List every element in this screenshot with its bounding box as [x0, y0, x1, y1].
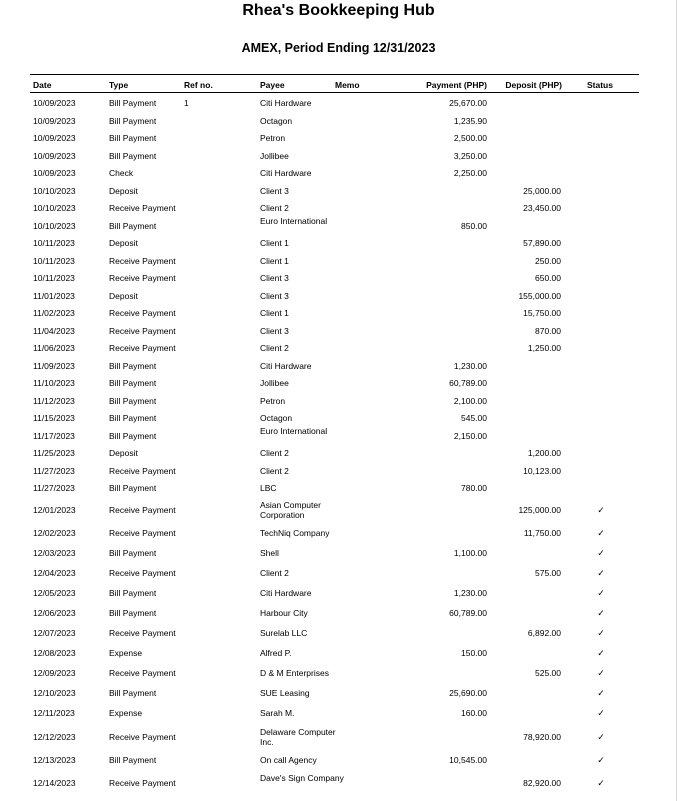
cell-payee: Sarah M.	[260, 708, 295, 718]
cell-type: Bill Payment	[109, 413, 157, 423]
cell-deposit: 1,200.00	[527, 448, 561, 458]
cell-deposit: 125,000.00	[518, 505, 561, 515]
report-subtitle: AMEX, Period Ending 12/31/2023	[241, 41, 436, 55]
cell-type: Deposit	[109, 448, 138, 458]
cell-date: 12/03/2023	[33, 548, 76, 558]
cell-payee: Euro International	[260, 426, 328, 436]
cell-ref: 1	[184, 98, 189, 108]
cell-type: Receive Payment	[109, 528, 176, 538]
cell-deposit: 1,250.00	[527, 343, 561, 353]
status-checkmark: ✓	[597, 568, 605, 578]
cell-deposit: 82,920.00	[523, 778, 561, 788]
cell-date: 10/11/2023	[33, 256, 75, 266]
cell-date: 11/17/2023	[33, 431, 75, 441]
status-checkmark: ✓	[597, 505, 605, 515]
cell-deposit: 6,892.00	[527, 628, 561, 638]
column-header-type: Type	[109, 80, 129, 90]
cell-payee: Shell	[260, 548, 279, 558]
cell-payee: Dave's Sign Company	[260, 773, 344, 783]
cell-payee: Client 3	[260, 273, 289, 283]
cell-payee: D & M Enterprises	[260, 668, 329, 678]
cell-payee: Citi Hardware	[260, 588, 312, 598]
cell-payee: Jollibee	[260, 151, 289, 161]
cell-payee: Client 2	[260, 466, 289, 476]
cell-payee: Alfred P.	[260, 648, 292, 658]
cell-date: 10/09/2023	[33, 116, 76, 126]
status-checkmark: ✓	[597, 755, 605, 765]
cell-deposit: 250.00	[535, 256, 561, 266]
cell-deposit: 25,000.00	[523, 186, 561, 196]
column-header-ref: Ref no.	[184, 80, 213, 90]
cell-payment: 10,545.00	[449, 755, 487, 765]
cell-deposit: 155,000.00	[518, 291, 561, 301]
cell-payment: 3,250.00	[453, 151, 487, 161]
status-checkmark: ✓	[597, 708, 605, 718]
cell-payee: Octagon	[260, 116, 293, 126]
cell-payee: Jollibee	[260, 378, 289, 388]
cell-date: 11/09/2023	[33, 361, 75, 371]
cell-type: Bill Payment	[109, 361, 157, 371]
cell-date: 10/09/2023	[33, 98, 76, 108]
column-header-payee: Payee	[260, 80, 285, 90]
cell-payee: TechNiq Company	[260, 528, 330, 538]
cell-type: Expense	[109, 648, 143, 658]
cell-type: Bill Payment	[109, 755, 157, 765]
cell-payment: 60,789.00	[449, 378, 487, 388]
cell-type: Expense	[109, 708, 143, 718]
cell-date: 10/09/2023	[33, 151, 76, 161]
cell-date: 12/10/2023	[33, 688, 76, 698]
cell-date: 11/02/2023	[33, 308, 75, 318]
cell-payment: 780.00	[461, 483, 487, 493]
cell-payee: Client 3	[260, 291, 289, 301]
cell-date: 11/04/2023	[33, 326, 75, 336]
cell-deposit: 11,750.00	[523, 528, 561, 538]
cell-type: Receive Payment	[109, 308, 176, 318]
cell-payee: Octagon	[260, 413, 293, 423]
cell-deposit: 870.00	[535, 326, 561, 336]
cell-date: 12/07/2023	[33, 628, 76, 638]
cell-type: Receive Payment	[109, 568, 176, 578]
cell-type: Bill Payment	[109, 588, 157, 598]
cell-type: Deposit	[109, 186, 138, 196]
cell-payee: Harbour City	[260, 608, 308, 618]
cell-date: 12/12/2023	[33, 732, 76, 742]
cell-date: 12/04/2023	[33, 568, 76, 578]
status-checkmark: ✓	[597, 588, 605, 598]
cell-payee: Delaware Computer Inc.	[260, 727, 336, 747]
cell-payee: Client 1	[260, 256, 289, 266]
cell-payee: Client 3	[260, 326, 289, 336]
cell-date: 10/10/2023	[33, 186, 76, 196]
cell-date: 11/15/2023	[33, 413, 75, 423]
cell-type: Bill Payment	[109, 133, 157, 143]
cell-payee: Petron	[260, 396, 286, 406]
header-top-rule	[30, 74, 639, 75]
cell-type: Receive Payment	[109, 778, 176, 788]
cell-deposit: 575.00	[535, 568, 561, 578]
cell-date: 12/13/2023	[33, 755, 76, 765]
cell-payee: Citi Hardware	[260, 98, 312, 108]
cell-date: 10/09/2023	[33, 168, 76, 178]
cell-payee: Client 2	[260, 343, 289, 353]
status-checkmark: ✓	[597, 668, 605, 678]
column-header-deposit: Deposit (PHP)	[505, 80, 562, 90]
cell-date: 11/10/2023	[33, 378, 75, 388]
cell-date: 10/11/2023	[33, 273, 75, 283]
cell-payment: 2,250.00	[453, 168, 487, 178]
cell-type: Bill Payment	[109, 378, 157, 388]
cell-payment: 1,235.90	[453, 116, 487, 126]
column-header-payment: Payment (PHP)	[426, 80, 487, 90]
cell-payment: 1,100.00	[453, 548, 487, 558]
cell-type: Bill Payment	[109, 98, 157, 108]
cell-payee: Asian Computer Corporation	[260, 500, 321, 520]
status-checkmark: ✓	[597, 608, 605, 618]
cell-type: Receive Payment	[109, 466, 176, 476]
cell-type: Deposit	[109, 291, 138, 301]
cell-payment: 60,789.00	[449, 608, 487, 618]
cell-payee: Client 1	[260, 238, 289, 248]
cell-type: Bill Payment	[109, 688, 157, 698]
cell-payee: Client 2	[260, 448, 289, 458]
status-checkmark: ✓	[597, 628, 605, 638]
cell-payee: Client 3	[260, 186, 289, 196]
cell-date: 10/10/2023	[33, 221, 76, 231]
cell-type: Receive Payment	[109, 256, 176, 266]
cell-date: 11/06/2023	[33, 343, 75, 353]
cell-type: Bill Payment	[109, 396, 157, 406]
cell-date: 11/27/2023	[33, 466, 75, 476]
cell-type: Receive Payment	[109, 628, 176, 638]
cell-deposit: 57,890.00	[523, 238, 561, 248]
column-header-memo: Memo	[335, 80, 360, 90]
cell-type: Check	[109, 168, 134, 178]
cell-payee: Petron	[260, 133, 286, 143]
cell-payment: 160.00	[461, 708, 487, 718]
cell-deposit: 525.00	[535, 668, 561, 678]
report-title: Rhea's Bookkeeping Hub	[242, 2, 435, 19]
cell-date: 12/02/2023	[33, 528, 76, 538]
cell-payee: Client 2	[260, 203, 289, 213]
column-header-date: Date	[33, 80, 52, 90]
cell-payee: Citi Hardware	[260, 361, 312, 371]
status-checkmark: ✓	[597, 732, 605, 742]
cell-type: Bill Payment	[109, 431, 157, 441]
cell-type: Deposit	[109, 238, 138, 248]
cell-type: Bill Payment	[109, 116, 157, 126]
cell-type: Bill Payment	[109, 608, 157, 618]
cell-date: 11/25/2023	[33, 448, 75, 458]
cell-date: 12/09/2023	[33, 668, 76, 678]
cell-type: Receive Payment	[109, 505, 176, 515]
cell-date: 12/11/2023	[33, 708, 75, 718]
cell-type: Bill Payment	[109, 151, 157, 161]
cell-payment: 25,670.00	[449, 98, 487, 108]
status-checkmark: ✓	[597, 778, 605, 788]
cell-type: Receive Payment	[109, 343, 176, 353]
cell-date: 12/08/2023	[33, 648, 76, 658]
cell-payment: 545.00	[461, 413, 487, 423]
status-checkmark: ✓	[597, 548, 605, 558]
cell-type: Receive Payment	[109, 326, 176, 336]
cell-payee: Citi Hardware	[260, 168, 312, 178]
cell-payee: SUE Leasing	[260, 688, 310, 698]
cell-payment: 1,230.00	[453, 361, 487, 371]
header-bottom-rule	[30, 92, 639, 93]
cell-date: 12/14/2023	[33, 778, 76, 788]
cell-deposit: 15,750.00	[523, 308, 561, 318]
cell-payment: 150.00	[461, 648, 487, 658]
cell-type: Receive Payment	[109, 273, 176, 283]
cell-payment: 2,150.00	[453, 431, 487, 441]
cell-payee: Surelab LLC	[260, 628, 308, 638]
cell-date: 10/09/2023	[33, 133, 76, 143]
cell-type: Bill Payment	[109, 548, 157, 558]
cell-type: Receive Payment	[109, 732, 176, 742]
status-checkmark: ✓	[597, 648, 605, 658]
cell-payee: LBC	[260, 483, 277, 493]
cell-date: 11/01/2023	[33, 291, 75, 301]
column-header-status: Status	[587, 80, 613, 90]
cell-deposit: 650.00	[535, 273, 561, 283]
cell-deposit: 78,920.00	[523, 732, 561, 742]
cell-date: 11/27/2023	[33, 483, 75, 493]
cell-date: 11/12/2023	[33, 396, 75, 406]
status-checkmark: ✓	[597, 688, 605, 698]
cell-payment: 25,690.00	[449, 688, 487, 698]
cell-date: 12/01/2023	[33, 505, 76, 515]
status-checkmark: ✓	[597, 528, 605, 538]
cell-payment: 1,230.00	[453, 588, 487, 598]
cell-payee: Client 2	[260, 568, 289, 578]
cell-date: 12/06/2023	[33, 608, 76, 618]
cell-type: Receive Payment	[109, 203, 176, 213]
cell-deposit: 23,450.00	[523, 203, 561, 213]
cell-type: Receive Payment	[109, 668, 176, 678]
cell-payment: 2,500.00	[453, 133, 487, 143]
cell-date: 10/11/2023	[33, 238, 75, 248]
cell-date: 10/10/2023	[33, 203, 76, 213]
cell-type: Bill Payment	[109, 221, 157, 231]
cell-date: 12/05/2023	[33, 588, 76, 598]
cell-payment: 2,100.00	[453, 396, 487, 406]
cell-type: Bill Payment	[109, 483, 157, 493]
cell-payee: Client 1	[260, 308, 289, 318]
cell-payee: Euro International	[260, 216, 328, 226]
cell-deposit: 10,123.00	[523, 466, 561, 476]
cell-payee: On call Agency	[260, 755, 317, 765]
cell-payment: 850.00	[461, 221, 487, 231]
